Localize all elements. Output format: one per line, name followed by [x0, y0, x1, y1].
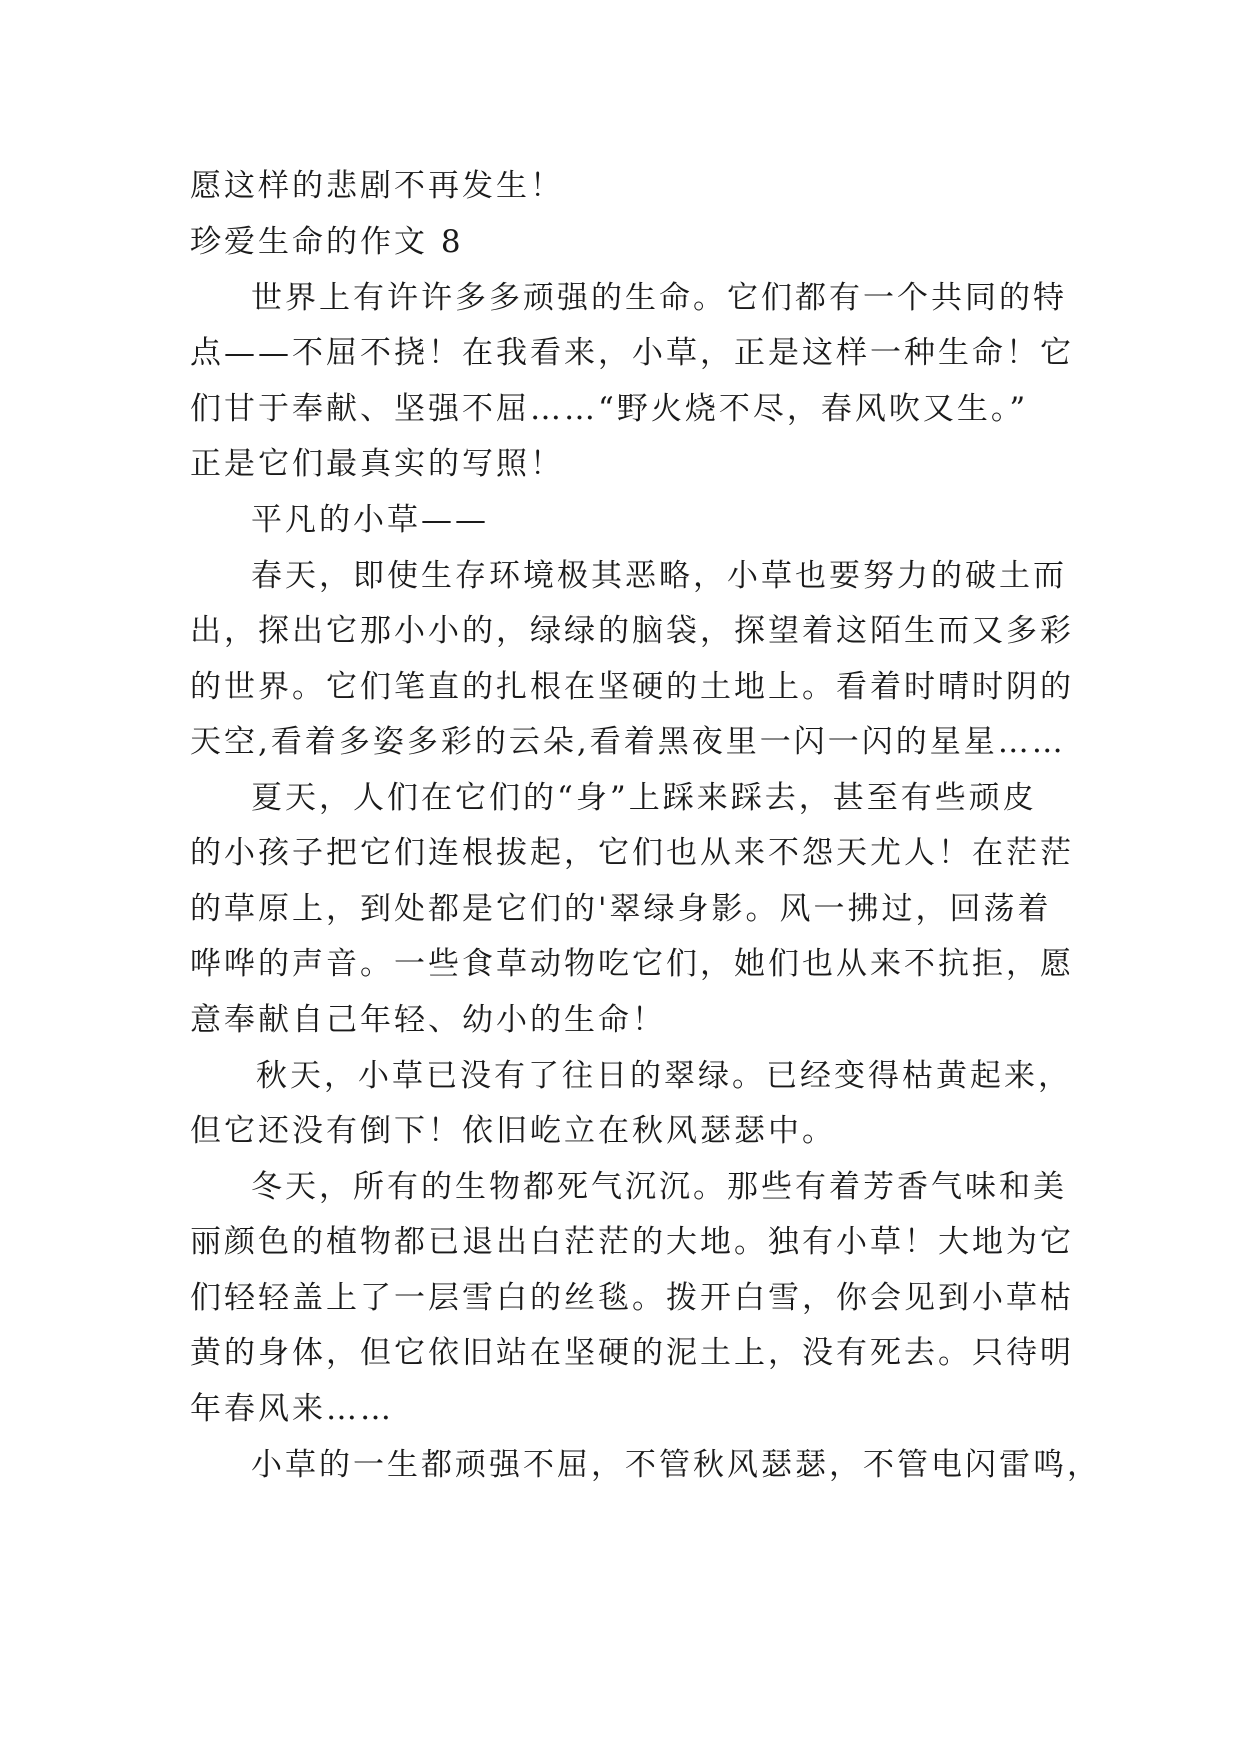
paragraph-line: 出，探出它那小小的，绿绿的脑袋，探望着这陌生而又多彩: [190, 613, 1074, 649]
paragraph-line: 平凡的小草——: [251, 502, 489, 538]
text-line: 愿这样的悲剧不再发生！: [190, 168, 564, 204]
paragraph-line: 的世界。它们笔直的扎根在坚硬的土地上。看着时晴时阴的: [190, 669, 1074, 705]
paragraph-line: 的小孩子把它们连根拔起，它们也从来不怨天尤人！在茫茫: [190, 835, 1074, 871]
paragraph-line: 夏天，人们在它们的“身”上踩来踩去，甚至有些顽皮: [251, 780, 1037, 816]
paragraph-line: 们甘于奉献、坚强不屈……“野火烧不尽，春风吹又生。”: [190, 391, 1029, 427]
paragraph-line: 点——不屈不挠！在我看来，小草，正是这样一种生命！它: [190, 335, 1074, 371]
paragraph-line: 秋天，小草已没有了往日的翠绿。已经变得枯黄起来，: [256, 1058, 1072, 1094]
paragraph-line: 正是它们最真实的写照！: [190, 446, 564, 482]
paragraph-line: 意奉献自己年轻、幼小的生命！: [190, 1002, 666, 1038]
paragraph-line: 春天，即使生存环境极其恶略，小草也要努力的破土而: [251, 558, 1067, 594]
paragraph-line: 哗哗的声音。一些食草动物吃它们，她们也从来不抗拒，愿: [190, 946, 1074, 982]
paragraph-line: 黄的身体，但它依旧站在坚硬的泥土上，没有死去。只待明: [190, 1335, 1074, 1371]
paragraph-line: 世界上有许许多多顽强的生命。它们都有一个共同的特: [251, 280, 1067, 316]
paragraph-line: 的草原上，到处都是它们的'翠绿身影。风一拂过，回荡着: [190, 891, 1052, 927]
paragraph-line: 天空,看着多姿多彩的云朵,看着黑夜里一闪一闪的星星……: [190, 724, 1066, 760]
paragraph-line: 年春风来……: [190, 1391, 394, 1427]
paragraph-line: 小草的一生都顽强不屈，不管秋风瑟瑟，不管电闪雷鸣，: [251, 1447, 1101, 1483]
paragraph-line: 但它还没有倒下！依旧屹立在秋风瑟瑟中。: [190, 1113, 836, 1149]
paragraph-line: 冬天，所有的生物都死气沉沉。那些有着芳香气味和美: [251, 1169, 1067, 1205]
paragraph-line: 丽颜色的植物都已退出白茫茫的大地。独有小草！大地为它: [190, 1224, 1074, 1260]
essay-heading: 珍爱生命的作文 8: [190, 224, 464, 260]
paragraph-line: 们轻轻盖上了一层雪白的丝毯。拨开白雪，你会见到小草枯: [190, 1280, 1074, 1316]
